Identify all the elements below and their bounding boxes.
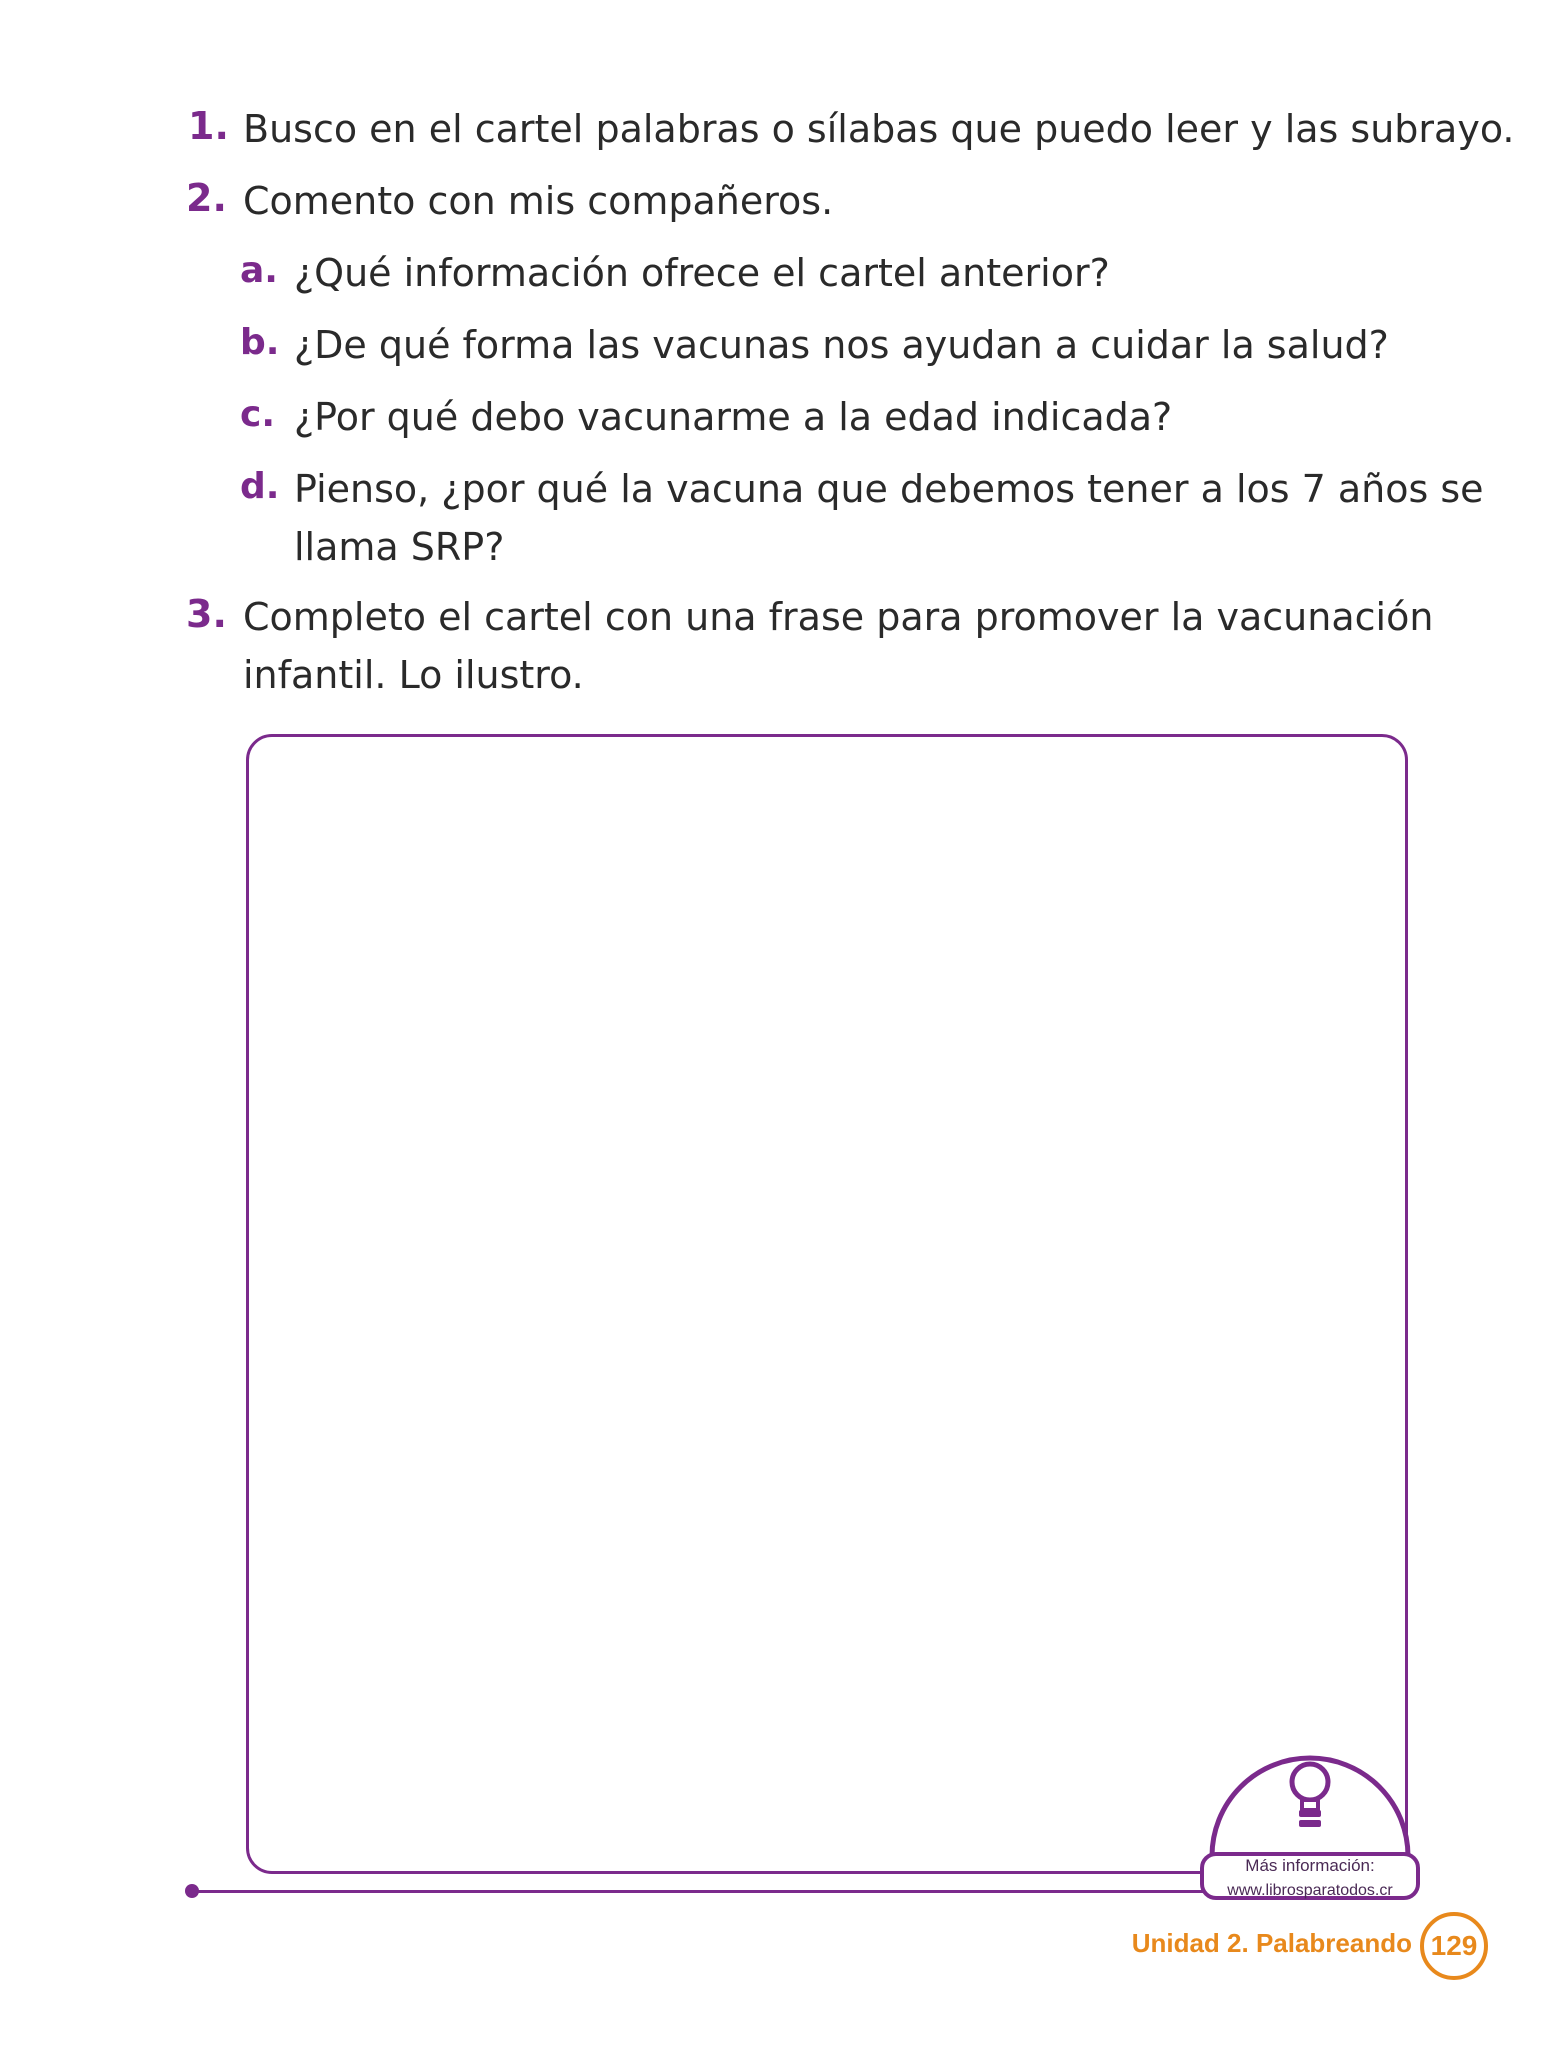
subquestion-text-a: ¿Qué información ofrece el cartel anterior?	[294, 251, 1110, 295]
question-text-3-line1: Completo el cartel con una frase para promover la vacunación	[243, 595, 1434, 639]
page-number: 129	[1420, 1912, 1488, 1980]
question-text-2: Comento con mis compañeros.	[243, 179, 834, 223]
subquestion-text-c: ¿Por qué debo vacunarme a la edad indicada?	[294, 395, 1173, 439]
question-number-2: 2.	[186, 176, 227, 220]
question-text-1: Busco en el cartel palabras o sílabas que puedo leer y las subrayo.	[243, 107, 1515, 151]
subquestion-text-d-line2: llama SRP?	[294, 525, 505, 569]
subquestion-letter-a: a.	[240, 250, 278, 291]
subquestion-letter-d: d.	[240, 466, 280, 507]
question-text-3-line2: infantil. Lo ilustro.	[243, 653, 584, 697]
unit-title: Unidad 2. Palabreando	[1131, 1928, 1412, 1958]
bottom-rule	[192, 1890, 1212, 1893]
question-number-1: 1.	[188, 104, 229, 148]
question-number-3: 3.	[186, 592, 227, 636]
subquestion-text-d-line1: Pienso, ¿por qué la vacuna que debemos tener a los 7 años se	[294, 467, 1484, 511]
subquestion-text-b: ¿De qué forma las vacunas nos ayudan a cuidar la salud?	[294, 323, 1389, 367]
subquestion-letter-b: b.	[240, 322, 280, 363]
poster-drawing-area[interactable]	[246, 734, 1408, 1874]
info-url-link[interactable]: www.librosparatodos.cr	[1227, 1882, 1393, 1899]
info-label: Más información:	[1245, 1856, 1375, 1875]
subquestion-letter-c: c.	[240, 394, 276, 435]
